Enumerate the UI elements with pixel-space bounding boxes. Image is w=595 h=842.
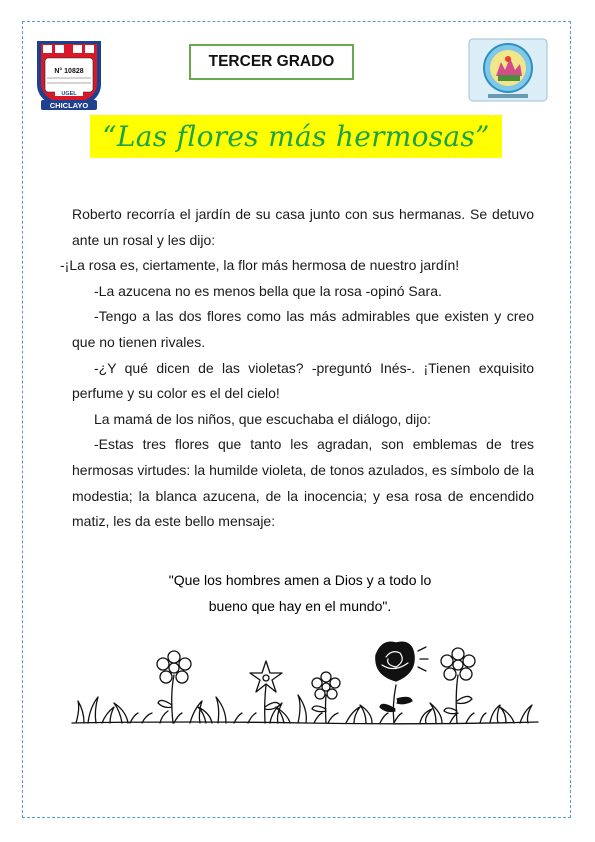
flower-icon xyxy=(157,651,191,723)
quote-line: "Que los hombres amen a Dios y a todo lo xyxy=(168,572,432,588)
project-emblem-icon xyxy=(468,38,548,102)
story-paragraph: La mamá de los niños, que escuchaba el diálogo, dijo: xyxy=(94,410,431,427)
svg-text:CHICLAYO: CHICLAYO xyxy=(49,101,89,110)
title-banner xyxy=(90,115,502,158)
grade-label-box xyxy=(189,44,354,80)
svg-text:UGEL: UGEL xyxy=(61,91,77,97)
grade-label: TERCER GRADO xyxy=(208,53,335,70)
quote-block xyxy=(100,567,500,619)
story-paragraph: -¿Y qué dicen de las violetas? -preguntó Inés-. ¡Tienen exquisito perfume y su color es el del cielo! xyxy=(72,359,534,402)
flowers-grass-illustration xyxy=(70,635,540,730)
grass-icon xyxy=(76,695,532,723)
story-paragraph: -Tengo a las dos flores como las más admirables que existen y creo que no tienen rivales. xyxy=(72,308,534,350)
flower-icon xyxy=(441,648,475,723)
story-paragraph: -Estas tres flores que tanto les agradan, son emblemas de tres hermosas virtudes: la humilde violeta, de tonos azulados, es símbolo de la modestia; la blanca azucena, de la inocencia; y esa rosa de encendido matiz, les da este bello mensaje: xyxy=(72,436,534,530)
school-crest-icon xyxy=(33,38,105,112)
story-paragraph: Roberto recorría el jardín de su casa junto con sus hermanas. Se detuvo ante un rosal y les dijo: xyxy=(72,206,534,248)
story-paragraph: -¡La rosa es, ciertamente, la flor más hermosa de nuestro jardín! xyxy=(60,257,460,274)
story-paragraph: -La azucena no es menos bella que la rosa -opinó Sara. xyxy=(94,282,442,299)
flower-icon xyxy=(312,672,340,723)
story-title: “Las flores más hermosas” xyxy=(102,120,490,153)
svg-text:N° 10828: N° 10828 xyxy=(54,68,84,75)
rose-icon xyxy=(376,642,428,723)
story-body xyxy=(60,202,534,535)
quote-line: bueno que hay en el mundo". xyxy=(208,598,392,614)
